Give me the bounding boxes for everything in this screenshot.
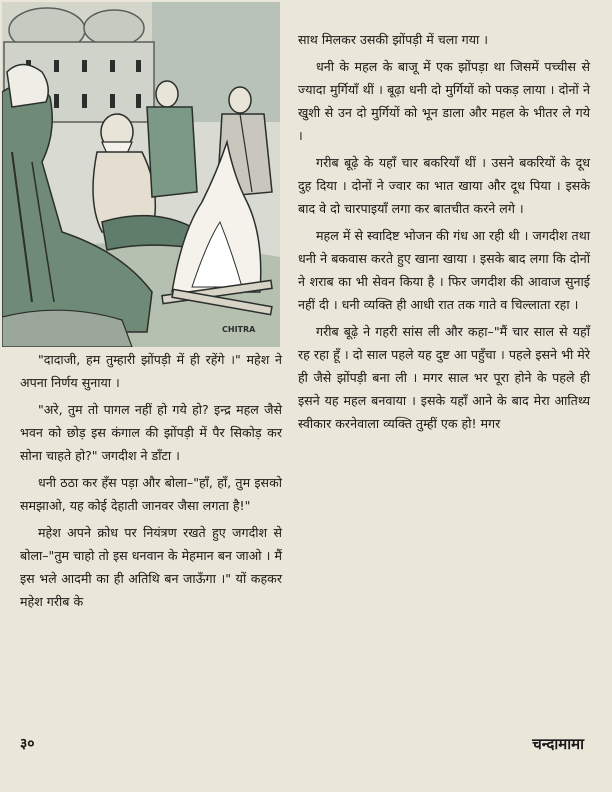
magazine-name: चन्दामामा: [532, 735, 584, 753]
artist-signature: CHITRA: [222, 325, 256, 334]
page-number: ३०: [20, 736, 35, 752]
paragraph: गरीब बूढ़े ने गहरी सांस ली और कहा–"मैं चार साल से यहाँ रह रहा हूँ । दो साल पहले यह दुष्ट आ पहुँचा । पहले इसने भी मेरे ही जैसे झोंपड़ी बना ली । मगर साल भर पूरा होने के पहले ही इसने यह महल बनवाया । इसके यहाँ आने के बाद मेरा आतिथ्य स्वीकार करनेवाला व्यक्ति तुम्हीं एक हो! मगर: [298, 324, 590, 431]
paragraph: महेश अपने क्रोध पर नियंत्रण रखते हुए जगदीश से बोला–"तुम चाहो तो इस धनवान के मेहमान बन जाओ । मैं इस भले आदमी का ही अतिथि बन जाऊँगा ।" यों कहकर महेश गरीब के: [20, 525, 282, 609]
paragraph: साथ मिलकर उसकी झोंपड़ी में चला गया ।: [298, 32, 489, 47]
paragraph: धनी के महल के बाजू में एक झोंपड़ा था जिसमें पच्चीस से ज्यादा मुर्गियाँ थीं । बूढ़ा धनी दो मुर्गियों को पकड़ लाया । दोनों ने खुशी से उन दो मुर्गियों को भून डाला और महल के भीतर ले गये ।: [298, 59, 590, 143]
story-illustration: [2, 2, 280, 347]
paragraph: धनी ठठा कर हँस पड़ा और बोला–"हाँ, हाँ, तुम इसको समझाओ, यह कोई देहाती जानवर जैसा लगता है!": [20, 475, 282, 513]
paragraph: महल में से स्वादिष्ट भोजन की गंध आ रही थी । जगदीश तथा धनी ने बकवास करते हुए खाना खाया । इसके बाद लगा कि दोनों ने शराब का भी सेवन किया है । फिर जगदीश की आवाज सुनाई नहीं दी । धनी व्यक्ति ही आधी रात तक गाते व चिल्लाता रहा ।: [298, 228, 590, 312]
paragraph: गरीब बूढ़े के यहाँ चार बकरियाँ थीं । उसने बकरियों के दूध दुह दिया । दोनों ने ज्वार का भात खाया और दूध पिया । इसके बाद वे दो चारपाइयाँ लगा कर बातचीत करने लगे ।: [298, 155, 590, 216]
right-column: [298, 28, 590, 439]
illustration-art: [2, 2, 280, 347]
left-column: [20, 348, 282, 617]
paragraph: "अरे, तुम तो पागल नहीं हो गये हो? इन्द्र महल जैसे भवन को छोड़ इस कंगाल की झोंपड़ी में पैर सिकोड़ कर सोना चाहते हो?" जगदीश ने डाँटा ।: [20, 402, 282, 463]
paragraph: "दादाजी, हम तुम्हारी झोंपड़ी में ही रहेंगे ।" महेश ने अपना निर्णय सुनाया ।: [20, 352, 282, 390]
